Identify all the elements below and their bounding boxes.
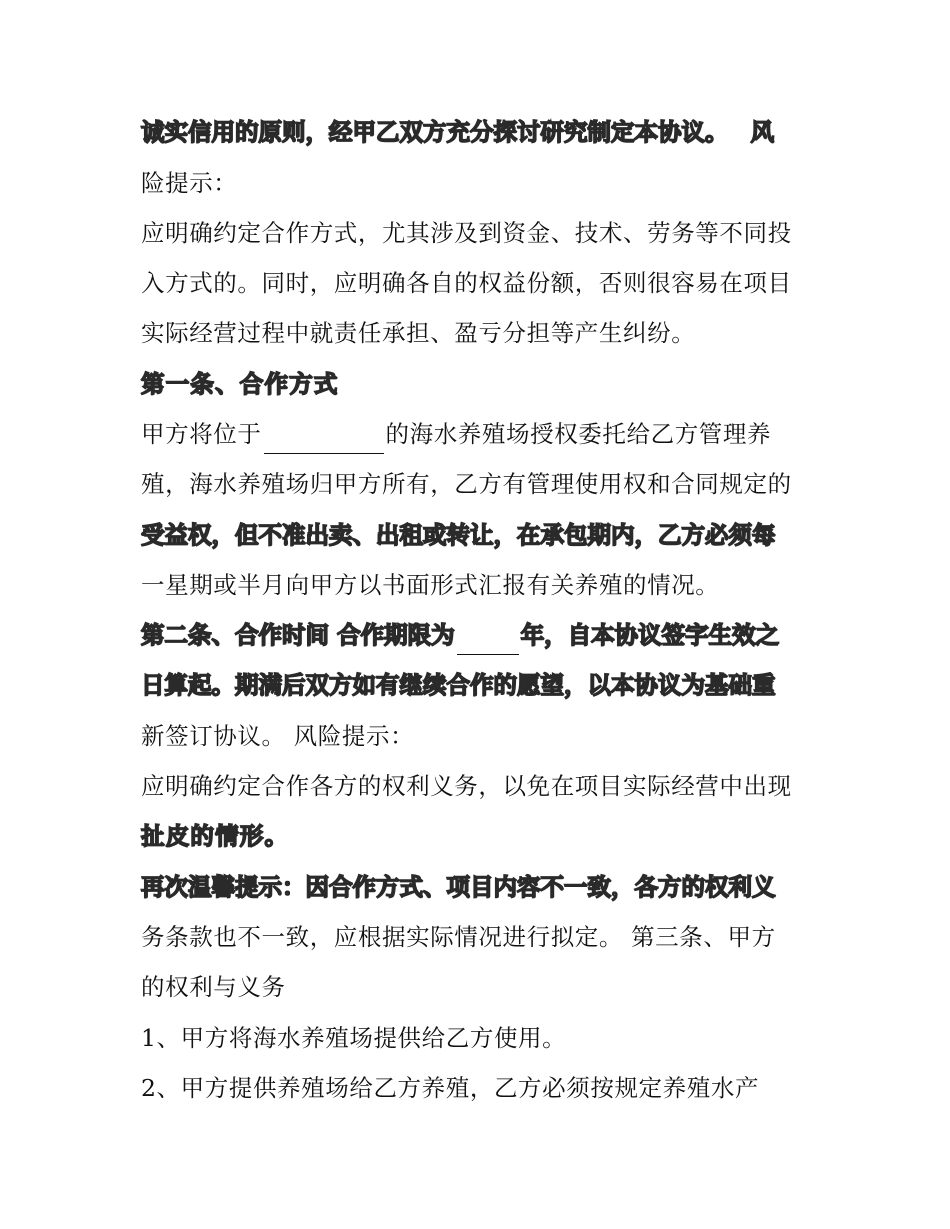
section-heading <box>141 615 821 655</box>
line-text: 甲方将位于 <box>141 420 262 448</box>
paragraph-line <box>141 414 821 454</box>
paragraph-line: 扯皮的情形。 <box>141 822 290 850</box>
paragraph-line: 再次温馨提示：因合作方式、项目内容不一致，各方的权利义 <box>141 873 776 901</box>
paragraph-line: 入方式的。同时，应明确各自的权益份额，否则很容易在项目 <box>141 269 792 297</box>
paragraph-line: 的权利与义务 <box>141 973 286 1001</box>
fill-in-blank <box>457 626 519 655</box>
paragraph-line: 殖，海水养殖场归甲方所有，乙方有管理使用权和合同规定的 <box>141 470 792 498</box>
paragraph-line: 一星期或半月向甲方以书面形式汇报有关养殖的情况。 <box>141 571 720 599</box>
line-text: 的海水养殖场授权委托给乙方管理养 <box>385 420 772 448</box>
outlined-text: 诚实信用的原则，经甲乙双方充分探讨研究制定本协议。 <box>141 118 729 146</box>
line-text: 年，自本协议签字生效之 <box>520 621 780 649</box>
paragraph-line: 应明确约定合作方式，尤其涉及到资金、技术、劳务等不同投 <box>141 219 792 247</box>
list-item: 1、甲方将海水养殖场提供给乙方使用。 <box>141 1024 567 1052</box>
list-item: 2、甲方提供养殖场给乙方养殖，乙方必须按规定养殖水产 <box>141 1074 760 1102</box>
section-heading: 第一条、合作方式 <box>141 370 339 398</box>
paragraph-line <box>141 112 821 152</box>
paragraph-line: 险提示： <box>141 169 238 197</box>
paragraph-line: 应明确约定合作各方的权利义务，以免在项目实际经营中出现 <box>141 772 792 800</box>
fill-in-blank <box>264 425 384 454</box>
outlined-text: 风 <box>750 118 776 146</box>
line-text: 第二条、合作时间 合作期限为 <box>141 621 455 649</box>
paragraph-line: 受益权，但不准出卖、出租或转让，在承包期内，乙方必须每 <box>141 521 776 549</box>
paragraph-line: 实际经营过程中就责任承担、盈亏分担等产生纠纷。 <box>141 319 696 347</box>
paragraph-line: 日算起。期满后双方如有继续合作的愿望，以本协议为基础重 <box>141 671 776 699</box>
paragraph-line: 新签订协议。 风险提示： <box>141 722 415 750</box>
paragraph-line: 务条款也不一致，应根据实际情况进行拟定。 第三条、甲方 <box>141 923 776 951</box>
